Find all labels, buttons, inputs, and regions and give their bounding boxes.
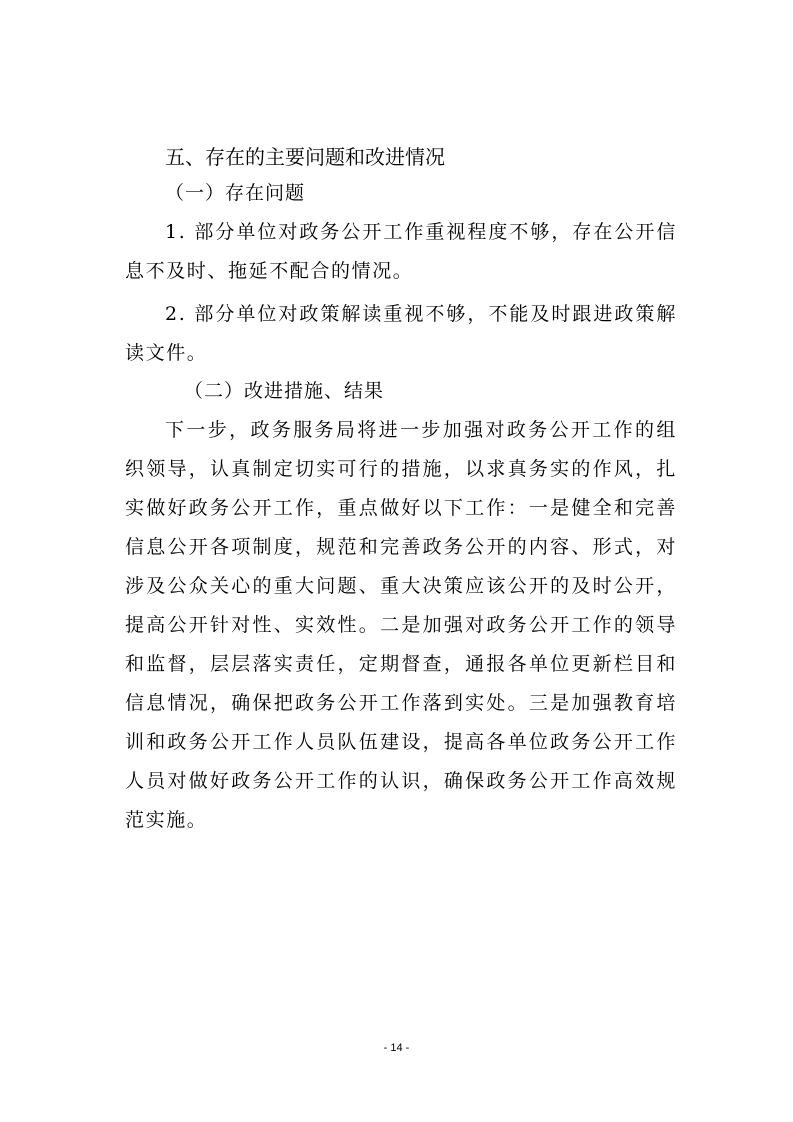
page-number: - 14 -	[383, 1042, 410, 1054]
document-body	[125, 142, 677, 844]
subsection-heading-problems: （一）存在问题	[165, 182, 306, 204]
paragraph-improvement-measures: 下一步，政务服务局将进一步加强对政务公开工作的组织领导，认真制定切实可行的措施，以求真务实的作风，扎实做好政务公开工作，重点做好以下工作：一是健全和完善信息公开各项制度，规范和完善政务公开的内容、形式，对涉及公众关心的重大问题、重大决策应该公开的及时公开，提高公开针对性、实效性。二是加强对政务公开工作的领导和监督，层层落实责任，定期督查，通报各单位更新栏目和信息情况，确保把政务公开工作落到实处。三是加强教育培训和政务公开工作人员队伍建设，提高各单位政务公开工作人员对做好政务公开工作的认识，确保政务公开工作高效规范实施。	[125, 419, 677, 831]
subsection-heading-improvements: （二）改进措施、结果	[184, 380, 385, 402]
paragraph-problem-2: 2. 部分单位对政策解读重视不够，不能及时跟进政策解读文件。	[125, 303, 677, 364]
paragraph-problem-1: 1. 部分单位对政务公开工作重视程度不够，存在公开信息不及时、拖延不配合的情况。	[125, 221, 677, 282]
section-heading: 五、存在的主要问题和改进情况	[165, 145, 445, 169]
